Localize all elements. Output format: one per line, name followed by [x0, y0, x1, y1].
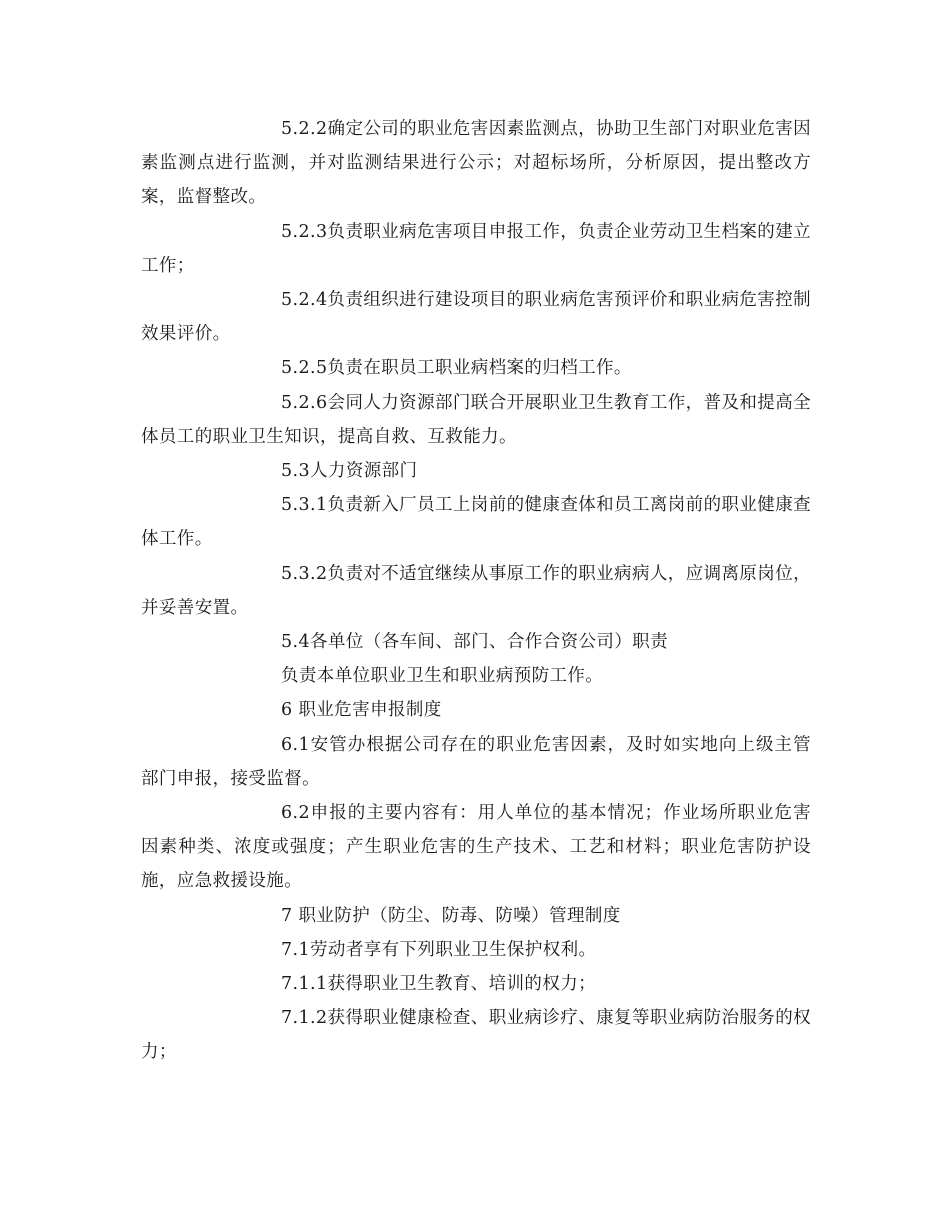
paragraph-5-2-6: 5.2.6会同人力资源部门联合开展职业卫生教育工作，普及和提高全体员工的职业卫生知识，提高自救、互救能力。 [141, 392, 811, 447]
paragraph-5-2-3: 5.2.3负责职业病危害项目申报工作，负责企业劳动卫生档案的建立工作； [141, 221, 811, 276]
paragraph-5-2-5: 5.2.5负责在职员工职业病档案的归档工作。 [281, 358, 632, 379]
paragraph-5-3-2: 5.3.2负责对不适宜继续从事原工作的职业病病人，应调离原岗位，并妥善安置。 [141, 563, 811, 618]
paragraph-6-1: 6.1安管办根据公司存在的职业危害因素，及时如实地向上级主管部门申报，接受监督。 [141, 734, 811, 789]
heading-5-4: 5.4各单位（各车间、部门、合作合资公司）职责 [281, 632, 669, 653]
heading-5-3: 5.3人力资源部门 [281, 461, 418, 482]
paragraph-7-1-1: 7.1.1获得职业卫生教育、培训的权力； [281, 974, 597, 995]
paragraph-5-2-4: 5.2.4负责组织进行建设项目的职业病危害预评价和职业病危害控制效果评价。 [141, 290, 811, 345]
heading-6: 6 职业危害申报制度 [281, 700, 442, 721]
paragraph-6-2: 6.2申报的主要内容有：用人单位的基本情况；作业场所职业危害因素种类、浓度或强度；产生职业危害的生产技术、工艺和材料；职业危害防护设施，应急救援设施。 [141, 803, 811, 892]
paragraph-5-2-2: 5.2.2确定公司的职业危害因素监测点，协助卫生部门对职业危害因素监测点进行监测，并对监测结果进行公示；对超标场所，分析原因，提出整改方案，监督整改。 [141, 119, 811, 208]
paragraph-5-4-body: 负责本单位职业卫生和职业病预防工作。 [281, 666, 604, 687]
document-body [141, 112, 811, 1070]
paragraph-7-1: 7.1劳动者享有下列职业卫生保护权利。 [281, 939, 597, 960]
paragraph-7-1-2: 7.1.2获得职业健康检查、职业病诊疗、康复等职业病防治服务的权力； [141, 1008, 811, 1063]
heading-7: 7 职业防护（防尘、防毒、防噪）管理制度 [281, 905, 621, 926]
paragraph-5-3-1: 5.3.1负责新入厂员工上岗前的健康查体和员工离岗前的职业健康查体工作。 [141, 495, 811, 550]
